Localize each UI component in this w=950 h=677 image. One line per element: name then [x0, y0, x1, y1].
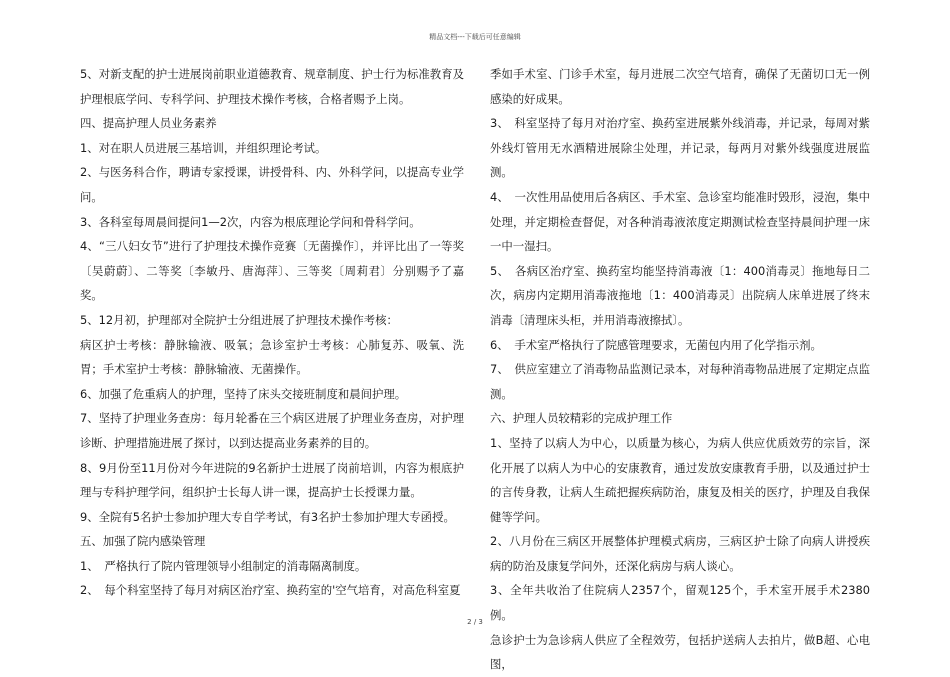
- paragraph: 2、 每个科室坚持了每月对病区治疗室、换药室的'空气培育，对高危科室夏: [80, 583, 461, 598]
- page-number: 2 / 3: [467, 618, 483, 626]
- paragraph: 5、 各病区治疗室、换药室均能坚持消毒液〔1：400消毒灵〕拖地每日二次，病房内定期用消毒液拖地〔1：400消毒灵〕出院病人床单进展了终末消毒〔清理床头柜，并用消毒液擦拭〕。: [490, 263, 870, 327]
- paragraph: 5、对新支配的护士进展岗前职业道德教育、规章制度、护士行为标准教育及护理根底学问、专科学问、护理技术操作考核，合格者赐予上岗。: [80, 67, 464, 106]
- paragraph: 9、全院有5名护士参加护理大专自学考试，有3名护士参加护理大专函授。: [80, 509, 455, 524]
- paragraph: 3、 科室坚持了每月对治疗室、换药室进展紫外线消毒，并记录，每周对紫外线灯管用无水酒精进展除尘处理，并记录，每两月对紫外线强度进展监测。: [490, 116, 870, 180]
- left-column: [80, 62, 464, 603]
- section-heading: 六、护理人员较精彩的完成护理工作: [490, 411, 673, 426]
- section-heading: 五、加强了院内感染管理: [80, 534, 206, 549]
- paragraph: 6、 手术室严格执行了院感管理要求，无菌包内用了化学指示剂。: [490, 337, 822, 352]
- page-header: 精品文档---下载后可任意编辑: [429, 33, 521, 41]
- paragraph: 1、坚持了以病人为中心，以质量为核心，为病人供应优质效劳的宗旨，深化开展了以病人为中心的安康教育，通过发放安康教育手册，以及通过护士的言传身教，让病人生疏把握疾病防治，康复及相关的医疗，护理及自我保健等学问。: [490, 435, 870, 524]
- paragraph: 3、全年共收治了住院病人2357个，留观125个，手术室开展手术2380例。: [490, 583, 870, 623]
- paragraph: 急诊护士为急诊病人供应了全程效劳，包括护送病人去拍片，做B超、心电图，: [490, 632, 870, 672]
- section-heading: 四、提高护理人员业务素养: [80, 116, 217, 131]
- paragraph: 2、与医务科合作，聘请专家授课，讲授骨科、内、外科学问，以提高专业学问。: [80, 165, 464, 204]
- paragraph: 5、12月初，护理部对全院护士分组进展了护理技术操作考核：: [80, 312, 398, 327]
- paragraph: 病区护士考核：静脉输液、吸氧；急诊室护士考核：心肺复苏、吸氧、洗胃；手术室护士考核：静脉输液、无菌操作。: [80, 337, 464, 377]
- paragraph: 1、 严格执行了院内管理领导小组制定的消毒隔离制度。: [80, 558, 367, 573]
- paragraph: 季如手术室、门诊手术室，每月进展二次空气培育，确保了无菌切口无一例感染的好成果。: [490, 67, 870, 106]
- paragraph: 2、八月份在三病区开展整体护理模式病房，三病区护士除了向病人讲授疾病的防治及康复学问外，还深化病房与病人谈心。: [490, 534, 870, 573]
- paragraph: 6、加强了危重病人的护理，坚持了床头交接班制度和晨间护理。: [80, 386, 407, 401]
- right-column: [490, 62, 870, 677]
- paragraph: 4、“三八妇女节”进行了护理技术操作竞赛〔无菌操作〕，并评比出了一等奖〔吴蔚蔚〕、二等奖〔李敏丹、唐海萍〕、三等奖〔周莉君〕分别赐予了嘉奖。: [80, 239, 464, 303]
- paragraph: 7、 供应室建立了消毒物品监测记录本，对每种消毒物品进展了定期定点监测。: [490, 362, 870, 401]
- paragraph: 8、9月份至11月份对今年进院的9名新护士进展了岗前培训，内容为根底护理与专科护理学问，组织护士长每人讲一课，提高护士长授课力量。: [80, 460, 464, 500]
- paragraph: 1、对在职人员进展三基培训，并组织理论考试。: [80, 140, 327, 155]
- paragraph: 7、坚持了护理业务查房：每月轮番在三个病区进展了护理业务查房，对护理诊断、护理措施进展了探讨，以到达提高业务素养的目的。: [80, 411, 464, 450]
- paragraph: 4、 一次性用品使用后各病区、手术室、急诊室均能准时毁形，浸泡，集中处理，并定期检查督促，对各种消毒液浓度定期测试检查坚持晨间护理一床一中一湿扫。: [490, 189, 870, 254]
- paragraph: 3、各科室每周晨间提问1—2次，内容为根底理论学问和骨科学问。: [80, 214, 421, 229]
